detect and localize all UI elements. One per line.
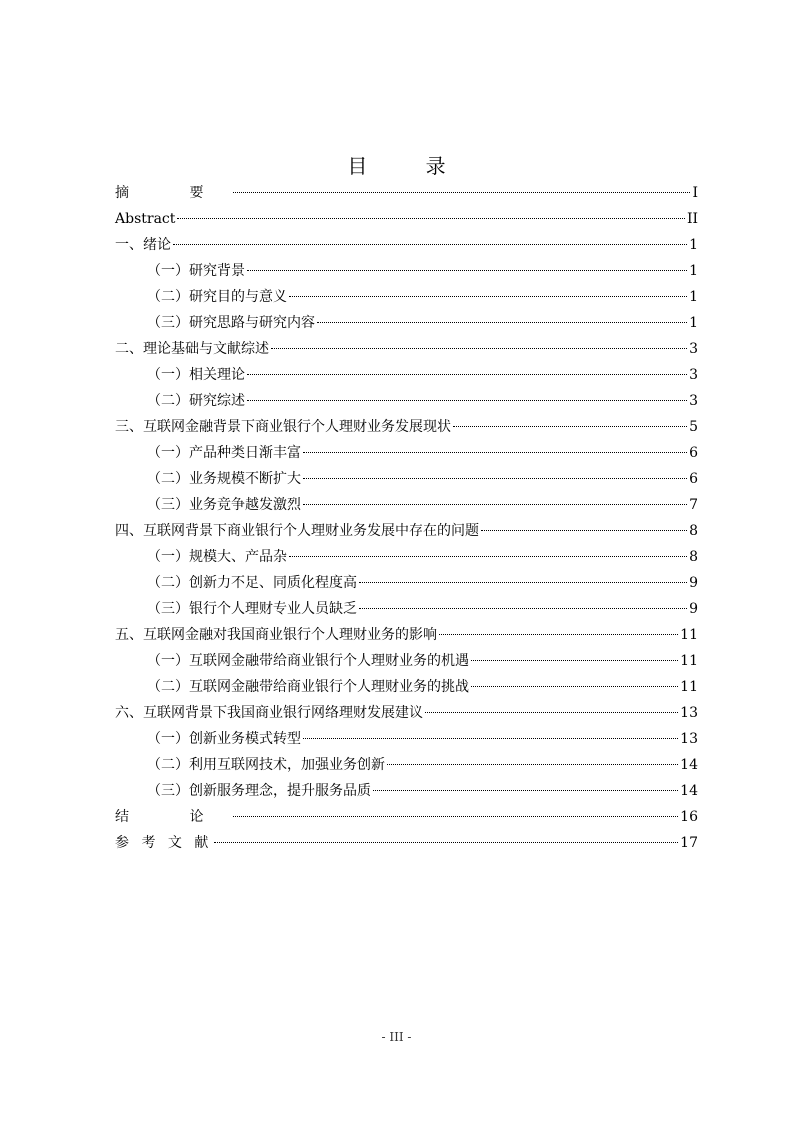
toc-entry-section-2-2[interactable]	[115, 388, 698, 414]
dot-leader	[247, 400, 687, 401]
dot-leader	[303, 504, 687, 505]
toc-entry-abstract-en[interactable]	[115, 206, 698, 232]
toc-entry-page: I	[692, 185, 698, 201]
toc-entry-page: 6	[689, 445, 698, 461]
toc-entry-page: 9	[689, 575, 698, 591]
toc-entry-page: 14	[680, 783, 698, 799]
toc-entry-label: （二）利用互联网技术，加强业务创新	[147, 757, 385, 773]
toc-entry-page: 13	[680, 705, 698, 721]
dot-leader	[289, 296, 687, 297]
toc-entry-page: II	[686, 211, 698, 227]
toc-entry-label: 五、互联网金融对我国商业银行个人理财业务的影响	[115, 627, 437, 643]
toc-entry-section-6-1[interactable]	[115, 726, 698, 752]
toc-entry-page: 5	[689, 419, 698, 435]
toc-entry-label: （三）业务竞争越发激烈	[147, 497, 301, 513]
toc-entry-label: 结 论	[115, 809, 232, 825]
toc-entry-label: （三）银行个人理财专业人员缺乏	[147, 601, 357, 617]
dot-leader	[177, 218, 685, 219]
dot-leader	[233, 192, 690, 193]
toc-entry-section-3-2[interactable]	[115, 466, 698, 492]
toc-entry-page: 1	[689, 315, 698, 331]
toc-entry-label: 摘 要	[115, 185, 232, 201]
dot-leader	[471, 660, 678, 661]
toc-entry-abstract-cn[interactable]	[115, 180, 698, 206]
dot-leader	[439, 634, 678, 635]
toc-entry-label: 四、互联网背景下商业银行个人理财业务发展中存在的问题	[115, 523, 479, 539]
toc-entry-label: 三、互联网金融背景下商业银行个人理财业务发展现状	[115, 419, 451, 435]
dot-leader	[233, 816, 678, 817]
toc-entry-label: 参 考 文 献	[115, 835, 213, 851]
toc-entry-chapter-3[interactable]	[115, 414, 698, 440]
toc-entry-page: 3	[689, 367, 698, 383]
dot-leader	[387, 764, 678, 765]
toc-entry-label: （二）研究综述	[147, 393, 245, 409]
toc-entry-label: （一）相关理论	[147, 367, 245, 383]
toc-entry-label: （一）互联网金融带给商业银行个人理财业务的机遇	[147, 653, 469, 669]
toc-entry-section-6-3[interactable]	[115, 778, 698, 804]
toc-entry-label: （一）研究背景	[147, 263, 245, 279]
toc-entry-label: （一）产品种类日渐丰富	[147, 445, 301, 461]
dot-leader	[271, 348, 687, 349]
toc-entry-page: 1	[689, 237, 698, 253]
toc-entry-label: （二）互联网金融带给商业银行个人理财业务的挑战	[147, 679, 469, 695]
toc-entry-page: 1	[689, 289, 698, 305]
toc-entry-chapter-1[interactable]	[115, 232, 698, 258]
toc-entry-section-4-2[interactable]	[115, 570, 698, 596]
toc-entry-page: 16	[680, 809, 698, 825]
dot-leader	[289, 556, 687, 557]
toc-entry-references[interactable]	[115, 830, 698, 856]
toc-entry-page: 9	[689, 601, 698, 617]
toc-entry-label: 一、绪论	[115, 237, 171, 253]
dot-leader	[453, 426, 687, 427]
toc-entry-chapter-2[interactable]	[115, 336, 698, 362]
toc-entry-label: （二）业务规模不断扩大	[147, 471, 301, 487]
toc-entry-page: 8	[689, 549, 698, 565]
toc-entry-section-3-1[interactable]	[115, 440, 698, 466]
toc-entry-page: 11	[680, 653, 698, 669]
dot-leader	[359, 608, 687, 609]
toc-entry-page: 7	[689, 497, 698, 513]
toc-entry-label: （一）创新业务模式转型	[147, 731, 301, 747]
toc-entry-label: 二、理论基础与文献综述	[115, 341, 269, 357]
toc-entry-page: 13	[680, 731, 698, 747]
toc-entry-conclusion[interactable]	[115, 804, 698, 830]
toc-entry-chapter-6[interactable]	[115, 700, 698, 726]
toc-entry-page: 17	[680, 835, 698, 851]
toc-entry-label: （二）创新力不足、同质化程度高	[147, 575, 357, 591]
dot-leader	[303, 452, 687, 453]
toc-entry-section-1-1[interactable]	[115, 258, 698, 284]
toc-entry-page: 1	[689, 263, 698, 279]
toc-entry-page: 11	[680, 679, 698, 695]
dot-leader	[247, 270, 687, 271]
dot-leader	[359, 582, 687, 583]
toc-entry-page: 8	[689, 523, 698, 539]
toc-entry-label: 六、互联网背景下我国商业银行网络理财发展建议	[115, 705, 423, 721]
toc-entry-section-5-1[interactable]	[115, 648, 698, 674]
toc-entry-page: 3	[689, 393, 698, 409]
dot-leader	[425, 712, 678, 713]
toc-entry-section-1-2[interactable]	[115, 284, 698, 310]
toc-list	[115, 180, 698, 856]
toc-entry-section-1-3[interactable]	[115, 310, 698, 336]
toc-entry-label: （一）规模大、产品杂	[147, 549, 287, 565]
toc-entry-chapter-5[interactable]	[115, 622, 698, 648]
toc-entry-chapter-4[interactable]	[115, 518, 698, 544]
toc-entry-page: 11	[680, 627, 698, 643]
dot-leader	[481, 530, 687, 531]
toc-entry-label: Abstract	[115, 211, 176, 227]
dot-leader	[317, 322, 687, 323]
dot-leader	[471, 686, 678, 687]
toc-entry-label: （二）研究目的与意义	[147, 289, 287, 305]
dot-leader	[214, 842, 678, 843]
toc-entry-section-5-2[interactable]	[115, 674, 698, 700]
toc-entry-page: 6	[689, 471, 698, 487]
dot-leader	[173, 244, 687, 245]
toc-entry-label: （三）研究思路与研究内容	[147, 315, 315, 331]
toc-entry-page: 14	[680, 757, 698, 773]
toc-title: 目 录	[347, 154, 472, 178]
dot-leader	[303, 478, 687, 479]
toc-entry-section-3-3[interactable]	[115, 492, 698, 518]
toc-entry-page: 3	[689, 341, 698, 357]
dot-leader	[303, 738, 678, 739]
dot-leader	[373, 790, 678, 791]
toc-entry-section-4-3[interactable]	[115, 596, 698, 622]
dot-leader	[247, 374, 687, 375]
toc-entry-label: （三）创新服务理念，提升服务品质	[147, 783, 371, 799]
toc-entry-section-2-1[interactable]	[115, 362, 698, 388]
toc-entry-section-4-1[interactable]	[115, 544, 698, 570]
toc-entry-section-6-2[interactable]	[115, 752, 698, 778]
page-number-footer: - III -	[381, 1030, 412, 1044]
